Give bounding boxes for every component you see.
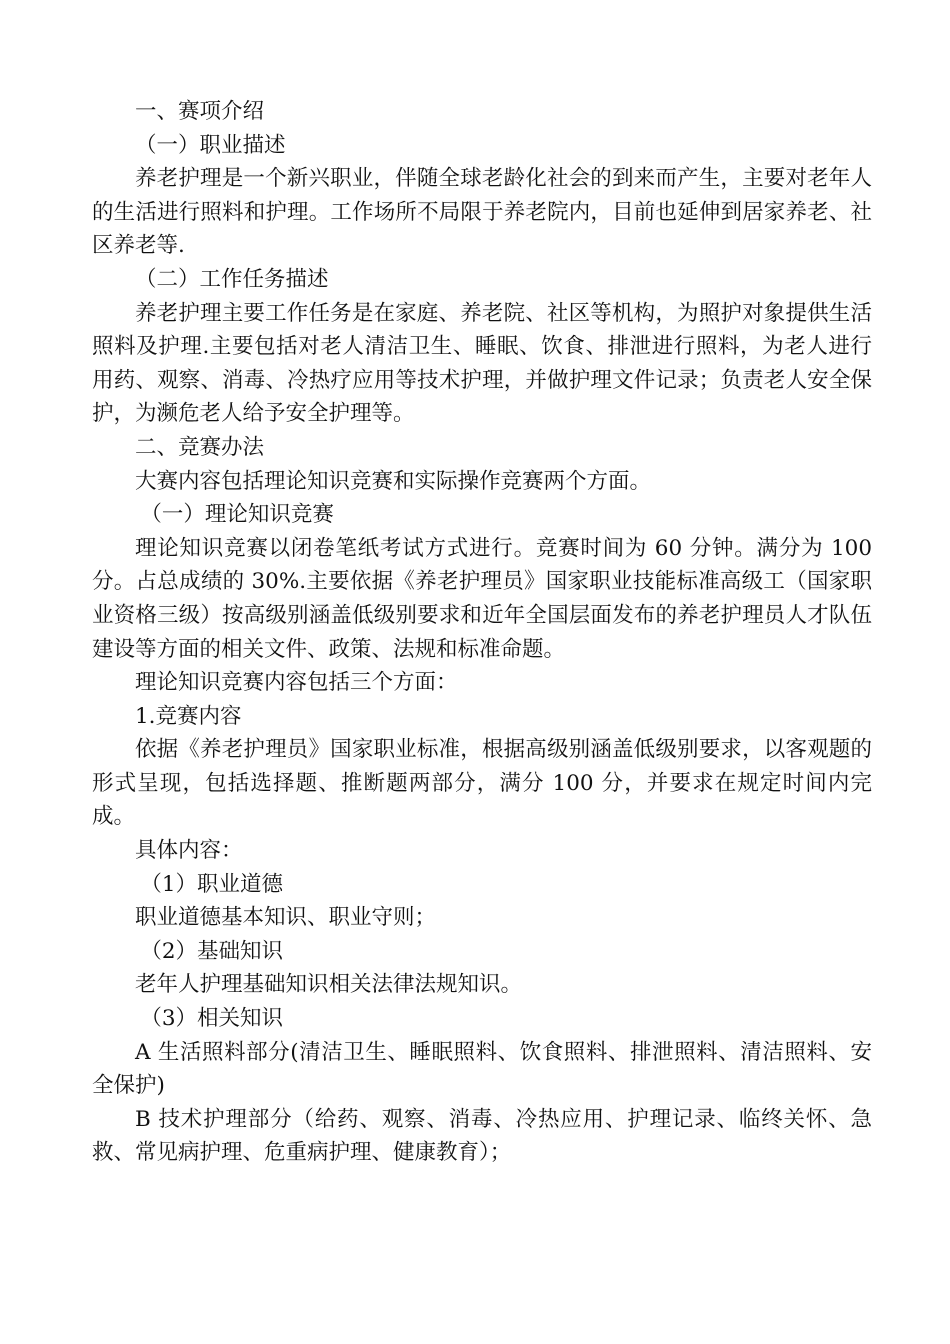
item-heading: （3）相关知识 bbox=[140, 1006, 284, 1032]
document-page bbox=[92, 95, 872, 1170]
body-paragraph: 具体内容： bbox=[135, 838, 243, 864]
subsection-heading: （一）理论知识竞赛 bbox=[140, 502, 334, 528]
section-heading: 一、赛项介绍 bbox=[135, 99, 265, 124]
body-paragraph: 职业道德基本知识、职业守则； bbox=[135, 905, 437, 931]
body-paragraph: 依据《养老护理员》国家职业标准，根据高级别涵盖低级别要求，以客观题的形式呈现，包括选择题、推断题两部分，满分 100 分，并要求在规定时间内完成。 bbox=[92, 737, 872, 830]
body-paragraph: 理论知识竞赛内容包括三个方面： bbox=[135, 670, 458, 696]
body-paragraph: A 生活照料部分(清洁卫生、睡眠照料、饮食照料、排泄照料、清洁照料、安全保护) bbox=[92, 1039, 872, 1099]
subsection-heading: （二）工作任务描述 bbox=[135, 266, 329, 292]
body-paragraph: B 技术护理部分（给药、观察、消毒、冷热应用、护理记录、临终关怀、急救、常见病护理、危重病护理、健康教育）； bbox=[92, 1106, 872, 1166]
body-paragraph: 大赛内容包括理论知识竞赛和实际操作竞赛两个方面。 bbox=[135, 468, 652, 494]
body-paragraph: 理论知识竞赛以闭卷笔纸考试方式进行。竞赛时间为 60 分钟。满分为 100 分。占总成绩的 30%.主要依据《养老护理员》国家职业技能标准高级工（国家职业资格三级）按高级别涵盖低级别要求和近年全国层面发布的养老护理员人才队伍建设等方面的相关文件、政策、法规和标准命题。 bbox=[92, 535, 872, 662]
body-paragraph: 老年人护理基础知识相关法律法规知识。 bbox=[135, 972, 523, 998]
item-heading: （1）职业道德 bbox=[140, 871, 284, 897]
body-paragraph: 养老护理是一个新兴职业，伴随全球老龄化社会的到来而产生，主要对老年人的生活进行照料和护理。工作场所不局限于养老院内，目前也延伸到居家养老、社区养老等. bbox=[92, 166, 872, 259]
section-heading: 二、竞赛办法 bbox=[135, 434, 265, 460]
item-heading: （2）基础知识 bbox=[140, 938, 284, 964]
item-heading: 1.竞赛内容 bbox=[135, 703, 242, 729]
subsection-heading: （一）职业描述 bbox=[135, 132, 286, 158]
body-paragraph: 养老护理主要工作任务是在家庭、养老院、社区等机构，为照护对象提供生活照料及护理.主要包括对老人清洁卫生、睡眠、饮食、排泄进行照料，为老人进行用药、观察、消毒、冷热疗应用等技术护理，并做护理文件记录；负责老人安全保护，为濒危老人给予安全护理等。 bbox=[92, 300, 872, 427]
